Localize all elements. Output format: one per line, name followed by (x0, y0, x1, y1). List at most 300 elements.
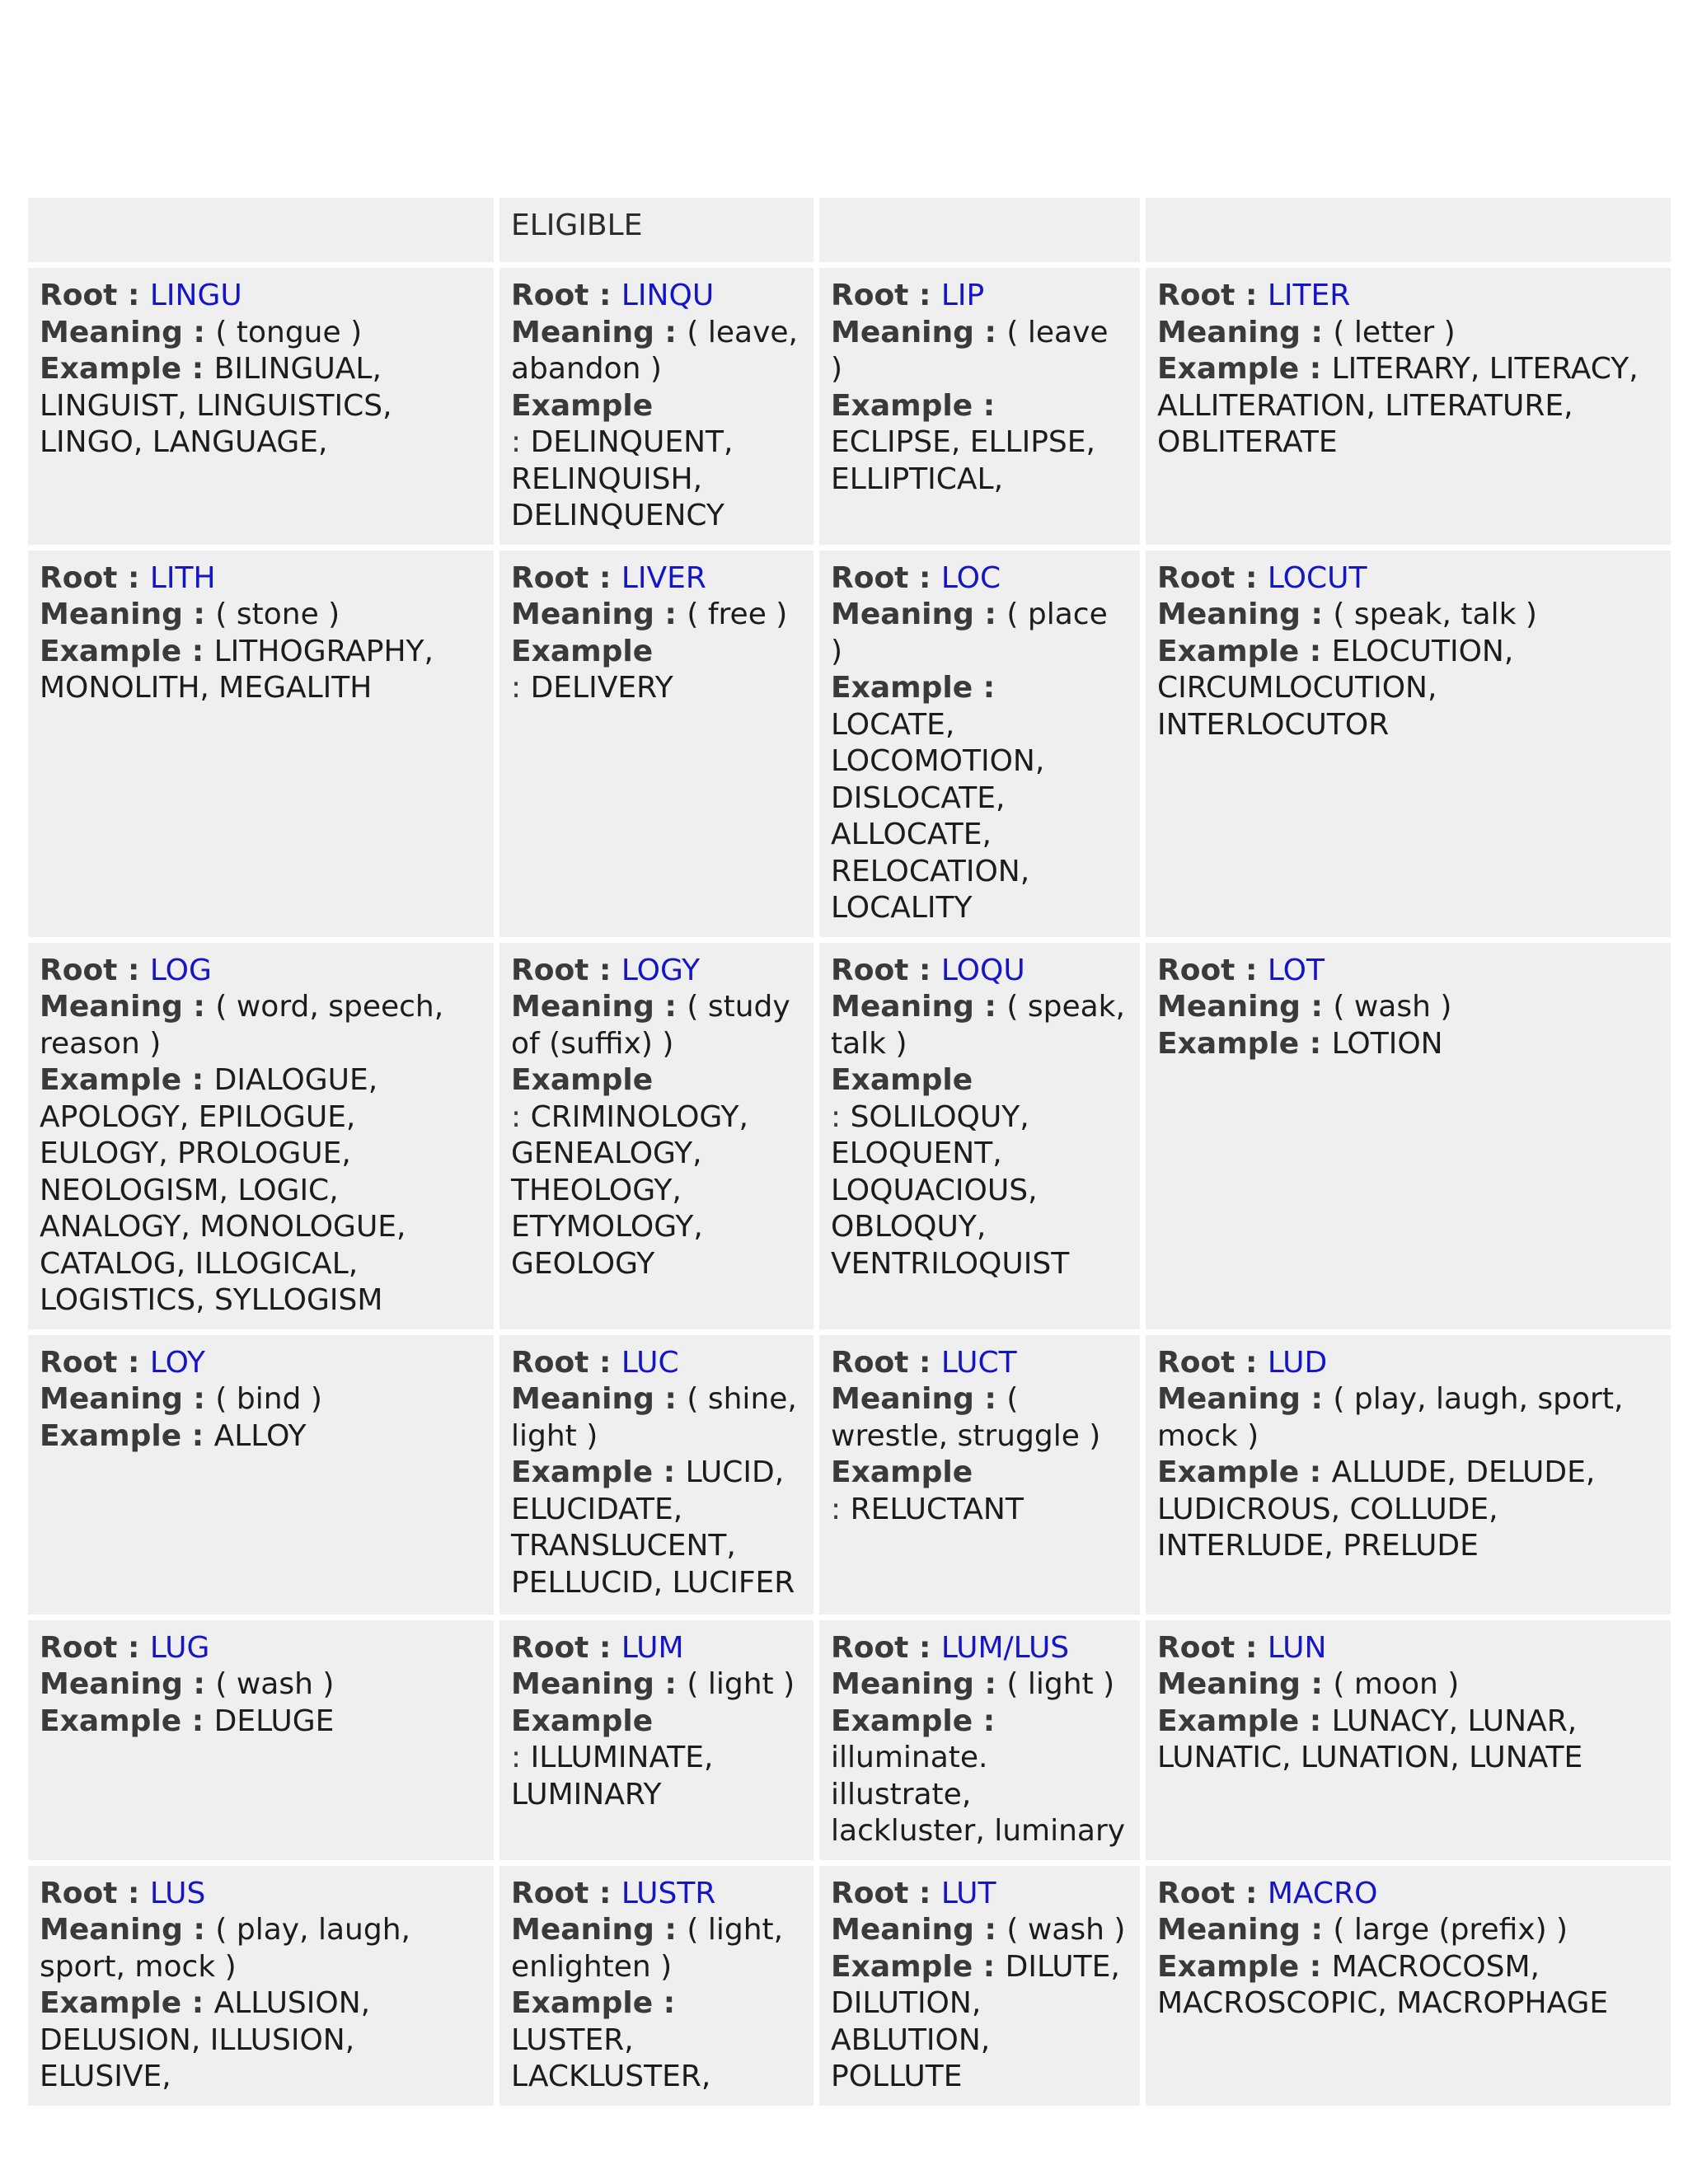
root-label: Root (511, 1345, 589, 1380)
example-value: ILLUMINATE, LUMINARY (511, 1741, 714, 1811)
root-line (1157, 1876, 1659, 1913)
meaning-line (511, 1912, 802, 1985)
meaning-value: ( wash ) (215, 1667, 335, 1701)
meaning-separator: : (973, 315, 1007, 349)
root-cell (28, 1620, 494, 1860)
root-separator: : (117, 1345, 150, 1380)
root-value: LUD (1267, 1345, 1328, 1380)
example-label: Example (831, 1949, 973, 1984)
meaning-value: ( play, laugh, sport, mock ) (1157, 1382, 1624, 1453)
root-label: Root (40, 560, 118, 595)
root-label: Root (511, 1876, 589, 1910)
root-label: Root (40, 279, 118, 312)
root-line (511, 1876, 802, 1913)
meaning-line (40, 315, 482, 352)
meaning-label: Meaning (1157, 1913, 1301, 1947)
root-cell (1146, 1866, 1671, 2106)
meaning-separator: : (654, 315, 687, 349)
example-value: ALLOY (213, 1418, 307, 1453)
example-line (40, 634, 482, 707)
example-line (1157, 634, 1659, 744)
top-cell-4 (1146, 198, 1671, 262)
root-label: Root (831, 560, 909, 595)
root-separator: : (588, 953, 621, 987)
root-separator: : (908, 1630, 941, 1665)
meaning-label: Meaning (831, 990, 974, 1024)
meaning-line (1157, 315, 1659, 352)
example-label: Example (511, 388, 654, 423)
meaning-separator: : (182, 1913, 216, 1947)
example-line (1157, 1455, 1659, 1565)
meaning-label: Meaning (511, 1913, 654, 1947)
example-line (831, 1949, 1128, 2096)
root-cell (819, 1866, 1140, 2106)
root-value: LOT (1267, 953, 1325, 987)
root-cell (499, 551, 814, 937)
meaning-line (1157, 1381, 1659, 1455)
meaning-value: ( play, laugh, sport, mock ) (40, 1913, 410, 1984)
root-separator: : (1235, 279, 1268, 312)
example-separator: : (511, 671, 531, 705)
root-label: Root (1157, 1876, 1236, 1910)
meaning-line (831, 597, 1128, 670)
example-separator: : (1299, 1455, 1332, 1489)
example-line (831, 670, 1128, 927)
root-value: LUC (621, 1345, 679, 1380)
root-line (511, 1345, 802, 1382)
example-value: MACROCOSM, MACROSCOPIC, MACROPHAGE (1157, 1949, 1609, 2020)
root-label: Root (511, 560, 589, 595)
example-line (831, 388, 1128, 499)
root-line (831, 1876, 1128, 1913)
meaning-value: ( light, enlighten ) (511, 1913, 784, 1984)
meaning-value: ( large (prefix) ) (1333, 1913, 1568, 1947)
example-label: Example (831, 671, 973, 705)
root-line (40, 1876, 482, 1913)
root-separator: : (588, 560, 621, 595)
root-line (40, 953, 482, 990)
root-value: LUT (940, 1876, 996, 1910)
root-line (511, 1630, 802, 1667)
root-cell (499, 268, 814, 545)
root-label: Root (511, 279, 589, 312)
meaning-value: ( speak, talk ) (1333, 598, 1537, 631)
meaning-value: ( word, speech, reason ) (40, 990, 444, 1061)
meaning-value: ( leave, abandon ) (511, 315, 798, 386)
example-line (40, 1418, 482, 1455)
root-separator: : (117, 1876, 150, 1910)
meaning-line (1157, 1912, 1659, 1949)
meaning-label: Meaning (1157, 1667, 1301, 1701)
meaning-value: ( place ) (831, 598, 1108, 668)
example-value: DIALOGUE, APOLOGY, EPILOGUE, EULOGY, PROLOGUE, NEOLOGISM, LOGIC, ANALOGY, MONOLOGUE, CATALOG, ILLOGICAL, LOGISTICS, SYLLOGISM (40, 1063, 406, 1317)
example-value: LITHOGRAPHY, MONOLITH, MEGALITH (40, 634, 434, 705)
root-cell (28, 1335, 494, 1615)
example-line (831, 1704, 1128, 1850)
table-row (28, 268, 1671, 545)
root-value: LOG (149, 953, 212, 987)
root-separator: : (1235, 560, 1268, 595)
root-value: LOC (940, 560, 1001, 595)
meaning-value: ( bind ) (215, 1382, 322, 1416)
meaning-separator: : (1300, 598, 1334, 631)
root-separator: : (117, 953, 150, 987)
example-label: Example (511, 1986, 654, 2020)
root-line (511, 953, 802, 990)
root-separator: : (588, 1345, 621, 1380)
table-row (28, 1866, 1671, 2106)
root-cell (819, 551, 1140, 937)
example-separator: : (973, 671, 996, 705)
meaning-value: ( letter ) (1333, 315, 1456, 349)
example-line (1157, 1949, 1659, 2022)
root-separator: : (1235, 1876, 1268, 1910)
root-separator: : (908, 1876, 941, 1910)
root-value: LUCT (940, 1345, 1017, 1380)
root-value: LOGY (621, 953, 701, 987)
root-line (831, 1630, 1128, 1667)
meaning-value: ( wash ) (1333, 990, 1452, 1024)
meaning-label: Meaning (511, 990, 654, 1024)
root-line (831, 278, 1128, 315)
meaning-separator: : (973, 990, 1007, 1024)
root-value: LOQU (940, 953, 1025, 987)
root-line (831, 560, 1128, 598)
example-line (1157, 1026, 1659, 1063)
meaning-line (40, 1381, 482, 1418)
meaning-value: ( wrestle, struggle ) (831, 1382, 1101, 1453)
example-value: SOLILOQUY, ELOQUENT, LOQUACIOUS, OBLOQUY, VENTRILOQUIST (831, 1099, 1070, 1281)
example-value: DELUGE (213, 1704, 335, 1738)
example-value: CRIMINOLOGY, GENEALOGY, THEOLOGY, ETYMOLOGY, GEOLOGY (511, 1099, 748, 1281)
root-label: Root (40, 1876, 118, 1910)
root-line (1157, 278, 1659, 315)
example-separator: : (181, 1986, 214, 2020)
root-value: LIP (940, 279, 985, 312)
meaning-line (511, 597, 802, 634)
root-cell (819, 1620, 1140, 1860)
top-cell-2: ELIGIBLE (499, 198, 814, 262)
meaning-value: ( speak, talk ) (831, 990, 1125, 1061)
example-label: Example (1157, 1026, 1300, 1061)
root-separator: : (1235, 1630, 1268, 1665)
meaning-separator: : (973, 1667, 1007, 1701)
root-line (831, 1345, 1128, 1382)
example-line (1157, 1704, 1659, 1777)
meaning-label: Meaning (831, 1913, 974, 1947)
meaning-separator: : (1300, 990, 1334, 1024)
root-separator: : (1235, 953, 1268, 987)
root-value: LUM (621, 1630, 684, 1665)
root-label: Root (831, 279, 909, 312)
root-value: MACRO (1267, 1876, 1378, 1910)
root-separator: : (117, 1630, 150, 1665)
meaning-line (1157, 1666, 1659, 1704)
root-line (831, 953, 1128, 990)
example-value: DELIVERY (530, 671, 673, 705)
example-separator: : (1299, 1949, 1332, 1984)
root-value: LITH (149, 560, 216, 595)
example-value: ALLUDE, DELUDE, LUDICROUS, COLLUDE, INTERLUDE, PRELUDE (1157, 1455, 1596, 1563)
example-label: Example (1157, 352, 1300, 386)
meaning-line (1157, 597, 1659, 634)
root-cell (499, 943, 814, 1329)
root-cell (28, 551, 494, 937)
root-cell (499, 1335, 814, 1615)
meaning-label: Meaning (1157, 598, 1301, 631)
example-separator: : (1299, 352, 1332, 386)
root-cell (28, 1866, 494, 2106)
example-separator: : (973, 1949, 1006, 1984)
root-cell (499, 1866, 814, 2106)
example-separator: : (511, 1099, 531, 1134)
root-separator: : (908, 953, 941, 987)
meaning-label: Meaning (511, 315, 654, 349)
example-value: DILUTE, DILUTION, ABLUTION, POLLUTE (831, 1949, 1120, 2093)
meaning-label: Meaning (40, 598, 183, 631)
table-row-top (28, 198, 1671, 262)
root-value: LUSTR (621, 1876, 716, 1910)
example-value: LUNACY, LUNAR, LUNATIC, LUNATION, LUNATE (1157, 1704, 1583, 1774)
example-label: Example (831, 1455, 973, 1489)
example-separator: : (181, 1418, 214, 1453)
meaning-label: Meaning (40, 990, 183, 1024)
meaning-value: ( moon ) (1333, 1667, 1460, 1701)
meaning-separator: : (654, 990, 687, 1024)
example-separator: : (1299, 1026, 1332, 1061)
example-separator: : (1299, 1704, 1332, 1738)
example-line (511, 1062, 802, 1282)
meaning-line (511, 1666, 802, 1704)
root-value: LINGU (149, 279, 242, 312)
example-value: LUSTER, LACKLUSTER, (511, 2022, 711, 2093)
root-label: Root (1157, 560, 1236, 595)
example-separator: : (181, 1704, 214, 1738)
example-label: Example (40, 1418, 182, 1453)
meaning-separator: : (654, 1667, 687, 1701)
root-value: LUN (1267, 1630, 1327, 1665)
meaning-separator: : (182, 990, 216, 1024)
meaning-line (40, 989, 482, 1062)
example-separator: : (511, 425, 531, 459)
root-separator: : (1235, 1345, 1268, 1380)
root-label: Root (511, 1630, 589, 1665)
meaning-label: Meaning (40, 1667, 183, 1701)
meaning-value: ( light ) (687, 1667, 795, 1701)
example-label: Example (831, 388, 973, 423)
meaning-value: ( stone ) (215, 598, 340, 631)
meaning-separator: : (182, 1382, 216, 1416)
example-label: Example (40, 1063, 182, 1097)
meaning-value: ( free ) (687, 598, 788, 631)
example-line (511, 634, 802, 707)
root-separator: : (908, 560, 941, 595)
example-line (40, 1704, 482, 1741)
root-label: Root (831, 1345, 909, 1380)
root-value: LINQU (621, 279, 715, 312)
root-separator: : (908, 1345, 941, 1380)
root-value: LUS (149, 1876, 206, 1910)
top-cell-1 (28, 198, 494, 262)
root-value: LOY (149, 1345, 206, 1380)
root-label: Root (1157, 953, 1236, 987)
root-value: LUG (149, 1630, 210, 1665)
top-cell-3 (819, 198, 1140, 262)
example-separator: : (653, 1986, 676, 2020)
root-cell (28, 943, 494, 1329)
meaning-label: Meaning (831, 1667, 974, 1701)
meaning-label: Meaning (1157, 315, 1301, 349)
root-label: Root (1157, 279, 1236, 312)
example-label: Example (511, 1063, 654, 1097)
root-cell (1146, 268, 1671, 545)
example-label: Example (1157, 634, 1300, 668)
meaning-separator: : (654, 598, 687, 631)
example-separator: : (1299, 634, 1332, 668)
meaning-separator: : (973, 598, 1007, 631)
meaning-line (831, 1381, 1128, 1455)
meaning-value: ( shine, light ) (511, 1382, 797, 1453)
root-line (1157, 1630, 1659, 1667)
example-separator: : (831, 1099, 851, 1134)
example-separator: : (831, 1492, 851, 1526)
example-label: Example (40, 352, 182, 386)
meaning-label: Meaning (831, 1382, 974, 1416)
example-line (40, 351, 482, 462)
example-value: illuminate. illustrate, lackluster, luminary (831, 1741, 1126, 1848)
meaning-line (40, 1912, 482, 1985)
meaning-value: ( wash ) (1006, 1913, 1126, 1947)
meaning-label: Meaning (511, 1382, 654, 1416)
example-line (1157, 351, 1659, 462)
meaning-value: ( tongue ) (215, 315, 363, 349)
meaning-value: ( light ) (1006, 1667, 1115, 1701)
root-cell (499, 1620, 814, 1860)
example-label: Example (511, 1455, 654, 1489)
example-line (40, 1985, 482, 2096)
root-label: Root (831, 1876, 909, 1910)
root-cell (28, 268, 494, 545)
example-value: RELUCTANT (850, 1492, 1024, 1526)
meaning-label: Meaning (1157, 990, 1301, 1024)
example-label: Example (40, 634, 182, 668)
root-label: Root (831, 1630, 909, 1665)
meaning-label: Meaning (511, 1667, 654, 1701)
meaning-value: ( leave ) (831, 315, 1109, 386)
root-separator: : (117, 560, 150, 595)
word-roots-table (22, 192, 1676, 2111)
example-value: ECLIPSE, ELLIPSE, ELLIPTICAL, (831, 425, 1095, 496)
root-label: Root (40, 1630, 118, 1665)
root-value: LIVER (621, 560, 706, 595)
table-body (28, 198, 1671, 2106)
example-value: ELOCUTION, CIRCUMLOCUTION, INTERLOCUTOR (1157, 634, 1514, 742)
root-line (40, 560, 482, 598)
meaning-separator: : (973, 1382, 1007, 1416)
meaning-separator: : (654, 1913, 687, 1947)
example-separator: : (973, 1704, 996, 1738)
example-label: Example (511, 634, 654, 668)
table-row (28, 551, 1671, 937)
root-line (40, 1630, 482, 1667)
example-line (831, 1062, 1128, 1282)
meaning-label: Meaning (831, 598, 974, 631)
meaning-separator: : (1300, 1667, 1334, 1701)
root-cell (1146, 1620, 1671, 1860)
example-label: Example (40, 1704, 182, 1738)
table-row (28, 943, 1671, 1329)
root-line (1157, 1345, 1659, 1382)
root-label: Root (511, 953, 589, 987)
meaning-line (511, 1381, 802, 1455)
root-cell (1146, 943, 1671, 1329)
example-label: Example (40, 1986, 182, 2020)
root-separator: : (588, 279, 621, 312)
root-cell (819, 268, 1140, 545)
example-value: LUCID, ELUCIDATE, TRANSLUCENT, PELLUCID, LUCIFER (511, 1455, 795, 1600)
example-separator: : (653, 1455, 686, 1489)
meaning-separator: : (1300, 1913, 1334, 1947)
root-label: Root (831, 953, 909, 987)
root-label: Root (1157, 1630, 1236, 1665)
meaning-separator: : (182, 1667, 216, 1701)
root-line (40, 1345, 482, 1382)
example-value: LOTION (1331, 1026, 1443, 1061)
example-label: Example (1157, 1704, 1300, 1738)
root-label: Root (1157, 1345, 1236, 1380)
meaning-label: Meaning (40, 1913, 183, 1947)
root-line (1157, 953, 1659, 990)
example-line (511, 1704, 802, 1814)
root-cell (819, 1335, 1140, 1615)
meaning-label: Meaning (831, 315, 974, 349)
meaning-line (831, 1912, 1128, 1949)
meaning-label: Meaning (1157, 1382, 1301, 1416)
root-cell (1146, 551, 1671, 937)
meaning-line (511, 315, 802, 388)
meaning-separator: : (654, 1382, 687, 1416)
meaning-line (40, 1666, 482, 1704)
meaning-separator: : (182, 598, 216, 631)
example-line (831, 1455, 1128, 1528)
root-line (511, 278, 802, 315)
example-label: Example (511, 1704, 654, 1738)
root-value: LITER (1267, 279, 1351, 312)
table-row (28, 1335, 1671, 1615)
example-line (40, 1062, 482, 1319)
meaning-separator: : (973, 1913, 1007, 1947)
meaning-line (511, 989, 802, 1062)
root-cell (1146, 1335, 1671, 1615)
root-label: Root (40, 1345, 118, 1380)
example-value: DELINQUENT, RELINQUISH, DELINQUENCY (511, 425, 734, 532)
example-line (511, 1985, 802, 2096)
example-label: Example (831, 1704, 973, 1738)
meaning-separator: : (1300, 315, 1334, 349)
root-line (1157, 560, 1659, 598)
meaning-separator: : (182, 315, 216, 349)
root-separator: : (588, 1630, 621, 1665)
root-separator: : (117, 279, 150, 312)
example-label: Example (831, 1063, 973, 1097)
root-line (40, 278, 482, 315)
root-value: LUM/LUS (940, 1630, 1070, 1665)
root-line (511, 560, 802, 598)
meaning-value: ( study of (suffix) ) (511, 990, 790, 1061)
meaning-line (1157, 989, 1659, 1026)
meaning-line (831, 315, 1128, 388)
meaning-separator: : (1300, 1382, 1334, 1416)
